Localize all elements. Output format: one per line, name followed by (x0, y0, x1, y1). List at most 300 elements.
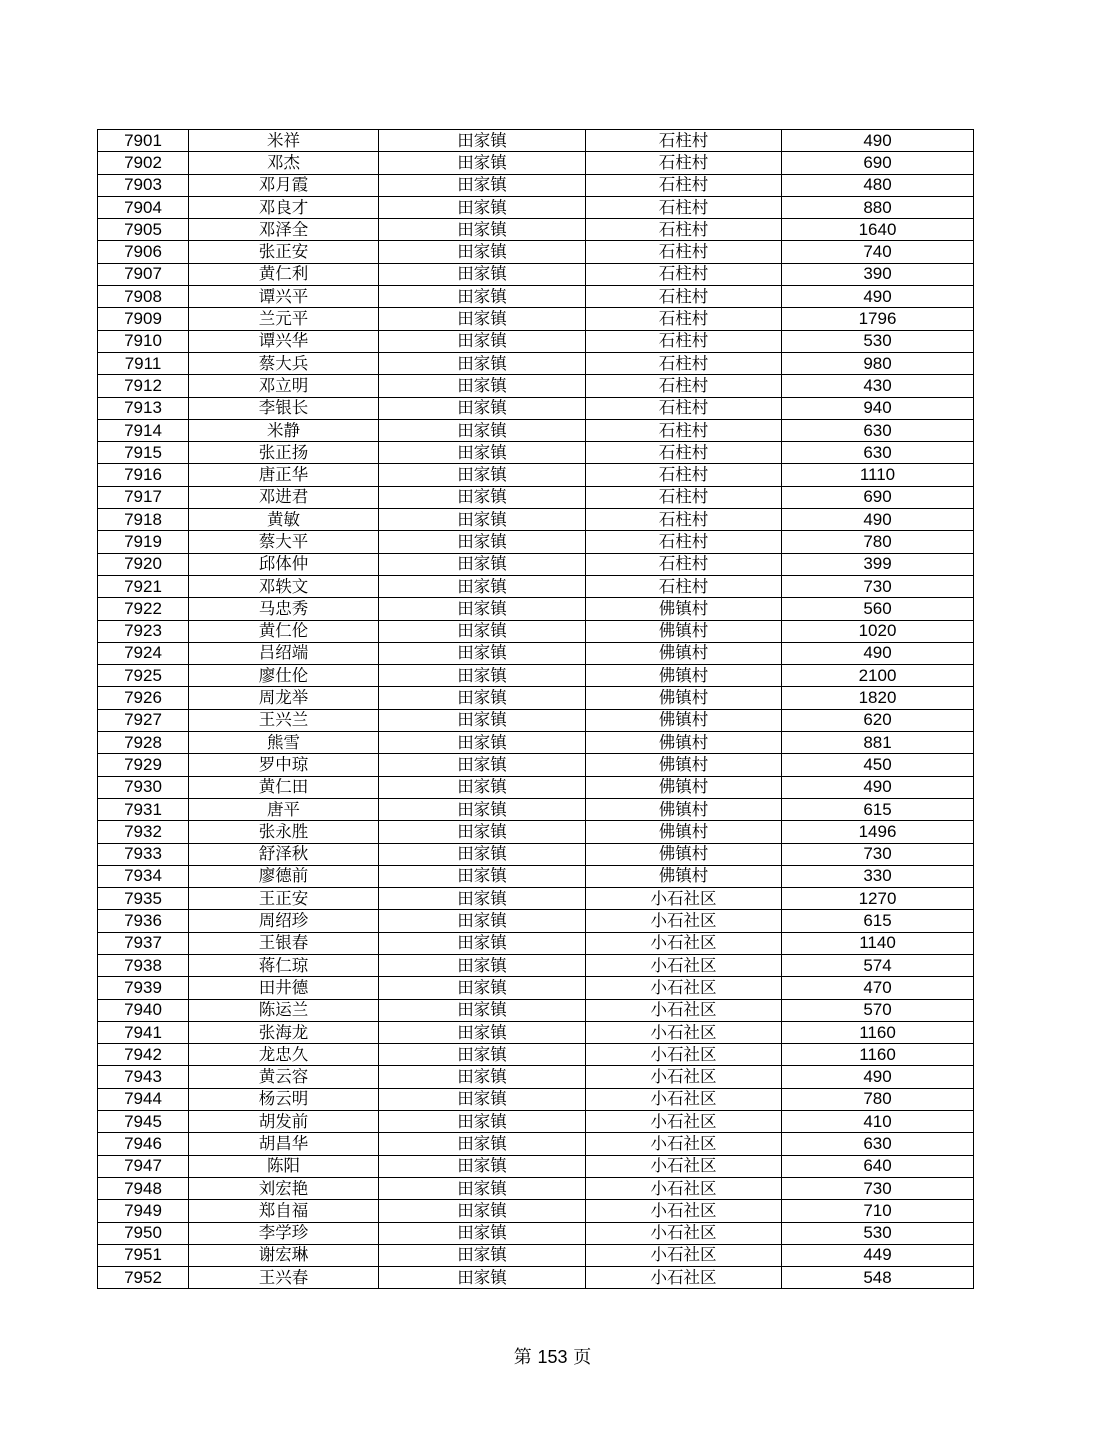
row-id-cell: 7921 (98, 575, 189, 597)
table-row (98, 1044, 974, 1066)
name-cell: 黄云容 (189, 1066, 379, 1088)
table-row (98, 263, 974, 285)
row-id-cell: 7949 (98, 1200, 189, 1222)
table-row (98, 330, 974, 352)
amount-cell: 2100 (782, 665, 974, 687)
row-id-cell: 7922 (98, 598, 189, 620)
village-cell: 石柱村 (586, 263, 782, 285)
amount-cell: 330 (782, 865, 974, 887)
row-id-cell: 7932 (98, 821, 189, 843)
village-cell: 小石社区 (586, 999, 782, 1021)
village-cell: 小石社区 (586, 1133, 782, 1155)
name-cell: 兰元平 (189, 308, 379, 330)
table-row (98, 1155, 974, 1177)
town-cell: 田家镇 (379, 865, 586, 887)
name-cell: 谢宏琳 (189, 1244, 379, 1266)
village-cell: 佛镇村 (586, 709, 782, 731)
table-row (98, 1021, 974, 1043)
name-cell: 谭兴华 (189, 330, 379, 352)
amount-cell: 490 (782, 130, 974, 152)
village-cell: 石柱村 (586, 241, 782, 263)
town-cell: 田家镇 (379, 174, 586, 196)
village-cell: 佛镇村 (586, 642, 782, 664)
village-cell: 佛镇村 (586, 798, 782, 820)
amount-cell: 390 (782, 263, 974, 285)
page-footer (0, 1343, 1105, 1369)
page-suffix: 页 (573, 1347, 592, 1368)
name-cell: 蔡大兵 (189, 352, 379, 374)
town-cell: 田家镇 (379, 308, 586, 330)
amount-cell: 1020 (782, 620, 974, 642)
row-id-cell: 7942 (98, 1044, 189, 1066)
village-cell: 石柱村 (586, 174, 782, 196)
name-cell: 廖仕伦 (189, 665, 379, 687)
town-cell: 田家镇 (379, 977, 586, 999)
village-cell: 石柱村 (586, 509, 782, 531)
row-id-cell: 7923 (98, 620, 189, 642)
row-id-cell: 7929 (98, 754, 189, 776)
row-id-cell: 7915 (98, 442, 189, 464)
table-row (98, 1088, 974, 1110)
row-id-cell: 7917 (98, 486, 189, 508)
table-row (98, 932, 974, 954)
name-cell: 王兴兰 (189, 709, 379, 731)
row-id-cell: 7938 (98, 954, 189, 976)
name-cell: 陈阳 (189, 1155, 379, 1177)
table-row (98, 977, 974, 999)
table-row (98, 865, 974, 887)
amount-cell: 615 (782, 910, 974, 932)
name-cell: 王兴春 (189, 1267, 379, 1289)
table-row (98, 152, 974, 174)
town-cell: 田家镇 (379, 798, 586, 820)
table-row (98, 196, 974, 218)
town-cell: 田家镇 (379, 553, 586, 575)
amount-cell: 560 (782, 598, 974, 620)
town-cell: 田家镇 (379, 642, 586, 664)
amount-cell: 570 (782, 999, 974, 1021)
amount-cell: 430 (782, 375, 974, 397)
town-cell: 田家镇 (379, 1088, 586, 1110)
amount-cell: 530 (782, 330, 974, 352)
village-cell: 石柱村 (586, 531, 782, 553)
row-id-cell: 7936 (98, 910, 189, 932)
name-cell: 黄敏 (189, 509, 379, 531)
table-row (98, 419, 974, 441)
amount-cell: 690 (782, 486, 974, 508)
row-id-cell: 7920 (98, 553, 189, 575)
amount-cell: 880 (782, 196, 974, 218)
amount-cell: 490 (782, 1066, 974, 1088)
town-cell: 田家镇 (379, 776, 586, 798)
amount-cell: 730 (782, 575, 974, 597)
table-row (98, 1133, 974, 1155)
table-row (98, 954, 974, 976)
town-cell: 田家镇 (379, 999, 586, 1021)
town-cell: 田家镇 (379, 954, 586, 976)
town-cell: 田家镇 (379, 1044, 586, 1066)
table-row (98, 776, 974, 798)
amount-cell: 1160 (782, 1044, 974, 1066)
table-row (98, 509, 974, 531)
amount-cell: 940 (782, 397, 974, 419)
table-row (98, 821, 974, 843)
village-cell: 小石社区 (586, 954, 782, 976)
name-cell: 陈运兰 (189, 999, 379, 1021)
town-cell: 田家镇 (379, 888, 586, 910)
amount-cell: 490 (782, 642, 974, 664)
name-cell: 张正安 (189, 241, 379, 263)
town-cell: 田家镇 (379, 464, 586, 486)
row-id-cell: 7901 (98, 130, 189, 152)
name-cell: 唐正华 (189, 464, 379, 486)
table-row (98, 732, 974, 754)
village-cell: 佛镇村 (586, 843, 782, 865)
amount-cell: 548 (782, 1267, 974, 1289)
table-row (98, 843, 974, 865)
town-cell: 田家镇 (379, 1155, 586, 1177)
name-cell: 邓泽全 (189, 219, 379, 241)
town-cell: 田家镇 (379, 397, 586, 419)
table-row (98, 709, 974, 731)
row-id-cell: 7927 (98, 709, 189, 731)
row-id-cell: 7907 (98, 263, 189, 285)
town-cell: 田家镇 (379, 130, 586, 152)
town-cell: 田家镇 (379, 1111, 586, 1133)
row-id-cell: 7916 (98, 464, 189, 486)
amount-cell: 1796 (782, 308, 974, 330)
village-cell: 佛镇村 (586, 865, 782, 887)
row-id-cell: 7906 (98, 241, 189, 263)
name-cell: 田井德 (189, 977, 379, 999)
table-row (98, 553, 974, 575)
town-cell: 田家镇 (379, 152, 586, 174)
amount-cell: 470 (782, 977, 974, 999)
page-number: 153 (537, 1347, 568, 1367)
table-row (98, 1244, 974, 1266)
amount-cell: 1160 (782, 1021, 974, 1043)
table-row (98, 1111, 974, 1133)
name-cell: 谭兴平 (189, 286, 379, 308)
table-row (98, 219, 974, 241)
table-row (98, 531, 974, 553)
row-id-cell: 7912 (98, 375, 189, 397)
village-cell: 石柱村 (586, 286, 782, 308)
town-cell: 田家镇 (379, 620, 586, 642)
amount-cell: 630 (782, 442, 974, 464)
row-id-cell: 7948 (98, 1177, 189, 1199)
table-row (98, 174, 974, 196)
town-cell: 田家镇 (379, 687, 586, 709)
name-cell: 吕绍端 (189, 642, 379, 664)
village-cell: 小石社区 (586, 1155, 782, 1177)
data-table (97, 129, 974, 1289)
village-cell: 小石社区 (586, 1177, 782, 1199)
name-cell: 邓良才 (189, 196, 379, 218)
amount-cell: 1110 (782, 464, 974, 486)
table-row (98, 910, 974, 932)
village-cell: 小石社区 (586, 1200, 782, 1222)
amount-cell: 574 (782, 954, 974, 976)
amount-cell: 690 (782, 152, 974, 174)
row-id-cell: 7952 (98, 1267, 189, 1289)
amount-cell: 1140 (782, 932, 974, 954)
name-cell: 黄仁利 (189, 263, 379, 285)
amount-cell: 630 (782, 419, 974, 441)
row-id-cell: 7940 (98, 999, 189, 1021)
row-id-cell: 7924 (98, 642, 189, 664)
page-prefix: 第 (513, 1347, 532, 1368)
table-row (98, 397, 974, 419)
amount-cell: 630 (782, 1133, 974, 1155)
amount-cell: 490 (782, 286, 974, 308)
row-id-cell: 7950 (98, 1222, 189, 1244)
amount-cell: 1496 (782, 821, 974, 843)
table-row (98, 464, 974, 486)
amount-cell: 615 (782, 798, 974, 820)
name-cell: 米祥 (189, 130, 379, 152)
table-row (98, 999, 974, 1021)
village-cell: 小石社区 (586, 1066, 782, 1088)
amount-cell: 620 (782, 709, 974, 731)
amount-cell: 730 (782, 1177, 974, 1199)
amount-cell: 1270 (782, 888, 974, 910)
row-id-cell: 7951 (98, 1244, 189, 1266)
table-row (98, 375, 974, 397)
row-id-cell: 7908 (98, 286, 189, 308)
town-cell: 田家镇 (379, 352, 586, 374)
village-cell: 小石社区 (586, 1088, 782, 1110)
table-row (98, 352, 974, 374)
amount-cell: 1820 (782, 687, 974, 709)
village-cell: 石柱村 (586, 419, 782, 441)
amount-cell: 640 (782, 1155, 974, 1177)
town-cell: 田家镇 (379, 1244, 586, 1266)
village-cell: 石柱村 (586, 464, 782, 486)
town-cell: 田家镇 (379, 1177, 586, 1199)
village-cell: 佛镇村 (586, 732, 782, 754)
name-cell: 廖德前 (189, 865, 379, 887)
row-id-cell: 7928 (98, 732, 189, 754)
name-cell: 李学珍 (189, 1222, 379, 1244)
village-cell: 佛镇村 (586, 687, 782, 709)
town-cell: 田家镇 (379, 1200, 586, 1222)
name-cell: 米静 (189, 419, 379, 441)
town-cell: 田家镇 (379, 263, 586, 285)
amount-cell: 780 (782, 531, 974, 553)
name-cell: 周绍珍 (189, 910, 379, 932)
town-cell: 田家镇 (379, 486, 586, 508)
table-row (98, 798, 974, 820)
row-id-cell: 7904 (98, 196, 189, 218)
town-cell: 田家镇 (379, 1066, 586, 1088)
village-cell: 石柱村 (586, 308, 782, 330)
village-cell: 佛镇村 (586, 598, 782, 620)
town-cell: 田家镇 (379, 709, 586, 731)
amount-cell: 450 (782, 754, 974, 776)
name-cell: 杨云明 (189, 1088, 379, 1110)
name-cell: 黄仁田 (189, 776, 379, 798)
row-id-cell: 7918 (98, 509, 189, 531)
table-row (98, 754, 974, 776)
row-id-cell: 7931 (98, 798, 189, 820)
table-body (98, 130, 974, 1289)
village-cell: 小石社区 (586, 1267, 782, 1289)
town-cell: 田家镇 (379, 910, 586, 932)
row-id-cell: 7934 (98, 865, 189, 887)
name-cell: 刘宏艳 (189, 1177, 379, 1199)
amount-cell: 410 (782, 1111, 974, 1133)
table-row (98, 1066, 974, 1088)
row-id-cell: 7946 (98, 1133, 189, 1155)
table-row (98, 888, 974, 910)
row-id-cell: 7925 (98, 665, 189, 687)
village-cell: 小石社区 (586, 1244, 782, 1266)
name-cell: 胡发前 (189, 1111, 379, 1133)
name-cell: 邱体仲 (189, 553, 379, 575)
name-cell: 黄仁伦 (189, 620, 379, 642)
row-id-cell: 7935 (98, 888, 189, 910)
town-cell: 田家镇 (379, 821, 586, 843)
town-cell: 田家镇 (379, 442, 586, 464)
amount-cell: 980 (782, 352, 974, 374)
town-cell: 田家镇 (379, 1267, 586, 1289)
town-cell: 田家镇 (379, 843, 586, 865)
row-id-cell: 7911 (98, 352, 189, 374)
town-cell: 田家镇 (379, 1222, 586, 1244)
town-cell: 田家镇 (379, 196, 586, 218)
table-row (98, 1177, 974, 1199)
name-cell: 张正扬 (189, 442, 379, 464)
row-id-cell: 7943 (98, 1066, 189, 1088)
village-cell: 佛镇村 (586, 754, 782, 776)
table-row (98, 575, 974, 597)
town-cell: 田家镇 (379, 598, 586, 620)
table-row (98, 1200, 974, 1222)
village-cell: 小石社区 (586, 1044, 782, 1066)
name-cell: 胡昌华 (189, 1133, 379, 1155)
town-cell: 田家镇 (379, 932, 586, 954)
name-cell: 邓轶文 (189, 575, 379, 597)
row-id-cell: 7947 (98, 1155, 189, 1177)
name-cell: 舒泽秋 (189, 843, 379, 865)
village-cell: 石柱村 (586, 152, 782, 174)
town-cell: 田家镇 (379, 531, 586, 553)
amount-cell: 780 (782, 1088, 974, 1110)
village-cell: 石柱村 (586, 219, 782, 241)
row-id-cell: 7910 (98, 330, 189, 352)
row-id-cell: 7941 (98, 1021, 189, 1043)
table-row (98, 442, 974, 464)
village-cell: 小石社区 (586, 888, 782, 910)
table-row (98, 1222, 974, 1244)
amount-cell: 530 (782, 1222, 974, 1244)
name-cell: 王正安 (189, 888, 379, 910)
name-cell: 马忠秀 (189, 598, 379, 620)
village-cell: 石柱村 (586, 375, 782, 397)
village-cell: 小石社区 (586, 1222, 782, 1244)
town-cell: 田家镇 (379, 330, 586, 352)
table-row (98, 1267, 974, 1289)
town-cell: 田家镇 (379, 419, 586, 441)
town-cell: 田家镇 (379, 375, 586, 397)
row-id-cell: 7902 (98, 152, 189, 174)
table-row (98, 642, 974, 664)
town-cell: 田家镇 (379, 509, 586, 531)
village-cell: 石柱村 (586, 352, 782, 374)
name-cell: 熊雪 (189, 732, 379, 754)
amount-cell: 399 (782, 553, 974, 575)
town-cell: 田家镇 (379, 219, 586, 241)
village-cell: 小石社区 (586, 977, 782, 999)
table-row (98, 286, 974, 308)
village-cell: 石柱村 (586, 442, 782, 464)
amount-cell: 1640 (782, 219, 974, 241)
amount-cell: 740 (782, 241, 974, 263)
amount-cell: 730 (782, 843, 974, 865)
table-row (98, 486, 974, 508)
row-id-cell: 7905 (98, 219, 189, 241)
village-cell: 佛镇村 (586, 821, 782, 843)
town-cell: 田家镇 (379, 1021, 586, 1043)
town-cell: 田家镇 (379, 754, 586, 776)
village-cell: 石柱村 (586, 196, 782, 218)
town-cell: 田家镇 (379, 1133, 586, 1155)
town-cell: 田家镇 (379, 575, 586, 597)
name-cell: 邓月霞 (189, 174, 379, 196)
row-id-cell: 7945 (98, 1111, 189, 1133)
row-id-cell: 7939 (98, 977, 189, 999)
row-id-cell: 7926 (98, 687, 189, 709)
village-cell: 小石社区 (586, 910, 782, 932)
amount-cell: 480 (782, 174, 974, 196)
amount-cell: 881 (782, 732, 974, 754)
name-cell: 张永胜 (189, 821, 379, 843)
name-cell: 邓立明 (189, 375, 379, 397)
name-cell: 邓杰 (189, 152, 379, 174)
village-cell: 佛镇村 (586, 620, 782, 642)
village-cell: 小石社区 (586, 1111, 782, 1133)
table-row (98, 130, 974, 152)
town-cell: 田家镇 (379, 286, 586, 308)
amount-cell: 449 (782, 1244, 974, 1266)
row-id-cell: 7913 (98, 397, 189, 419)
village-cell: 石柱村 (586, 575, 782, 597)
name-cell: 邓进君 (189, 486, 379, 508)
village-cell: 小石社区 (586, 932, 782, 954)
village-cell: 小石社区 (586, 1021, 782, 1043)
table-row (98, 620, 974, 642)
village-cell: 石柱村 (586, 486, 782, 508)
row-id-cell: 7930 (98, 776, 189, 798)
name-cell: 唐平 (189, 798, 379, 820)
village-cell: 石柱村 (586, 130, 782, 152)
table-row (98, 308, 974, 330)
table-row (98, 241, 974, 263)
table-row (98, 598, 974, 620)
row-id-cell: 7933 (98, 843, 189, 865)
name-cell: 郑自福 (189, 1200, 379, 1222)
village-cell: 石柱村 (586, 553, 782, 575)
village-cell: 佛镇村 (586, 776, 782, 798)
row-id-cell: 7944 (98, 1088, 189, 1110)
village-cell: 佛镇村 (586, 665, 782, 687)
row-id-cell: 7919 (98, 531, 189, 553)
town-cell: 田家镇 (379, 241, 586, 263)
table-row (98, 687, 974, 709)
table-row (98, 665, 974, 687)
village-cell: 石柱村 (586, 397, 782, 419)
